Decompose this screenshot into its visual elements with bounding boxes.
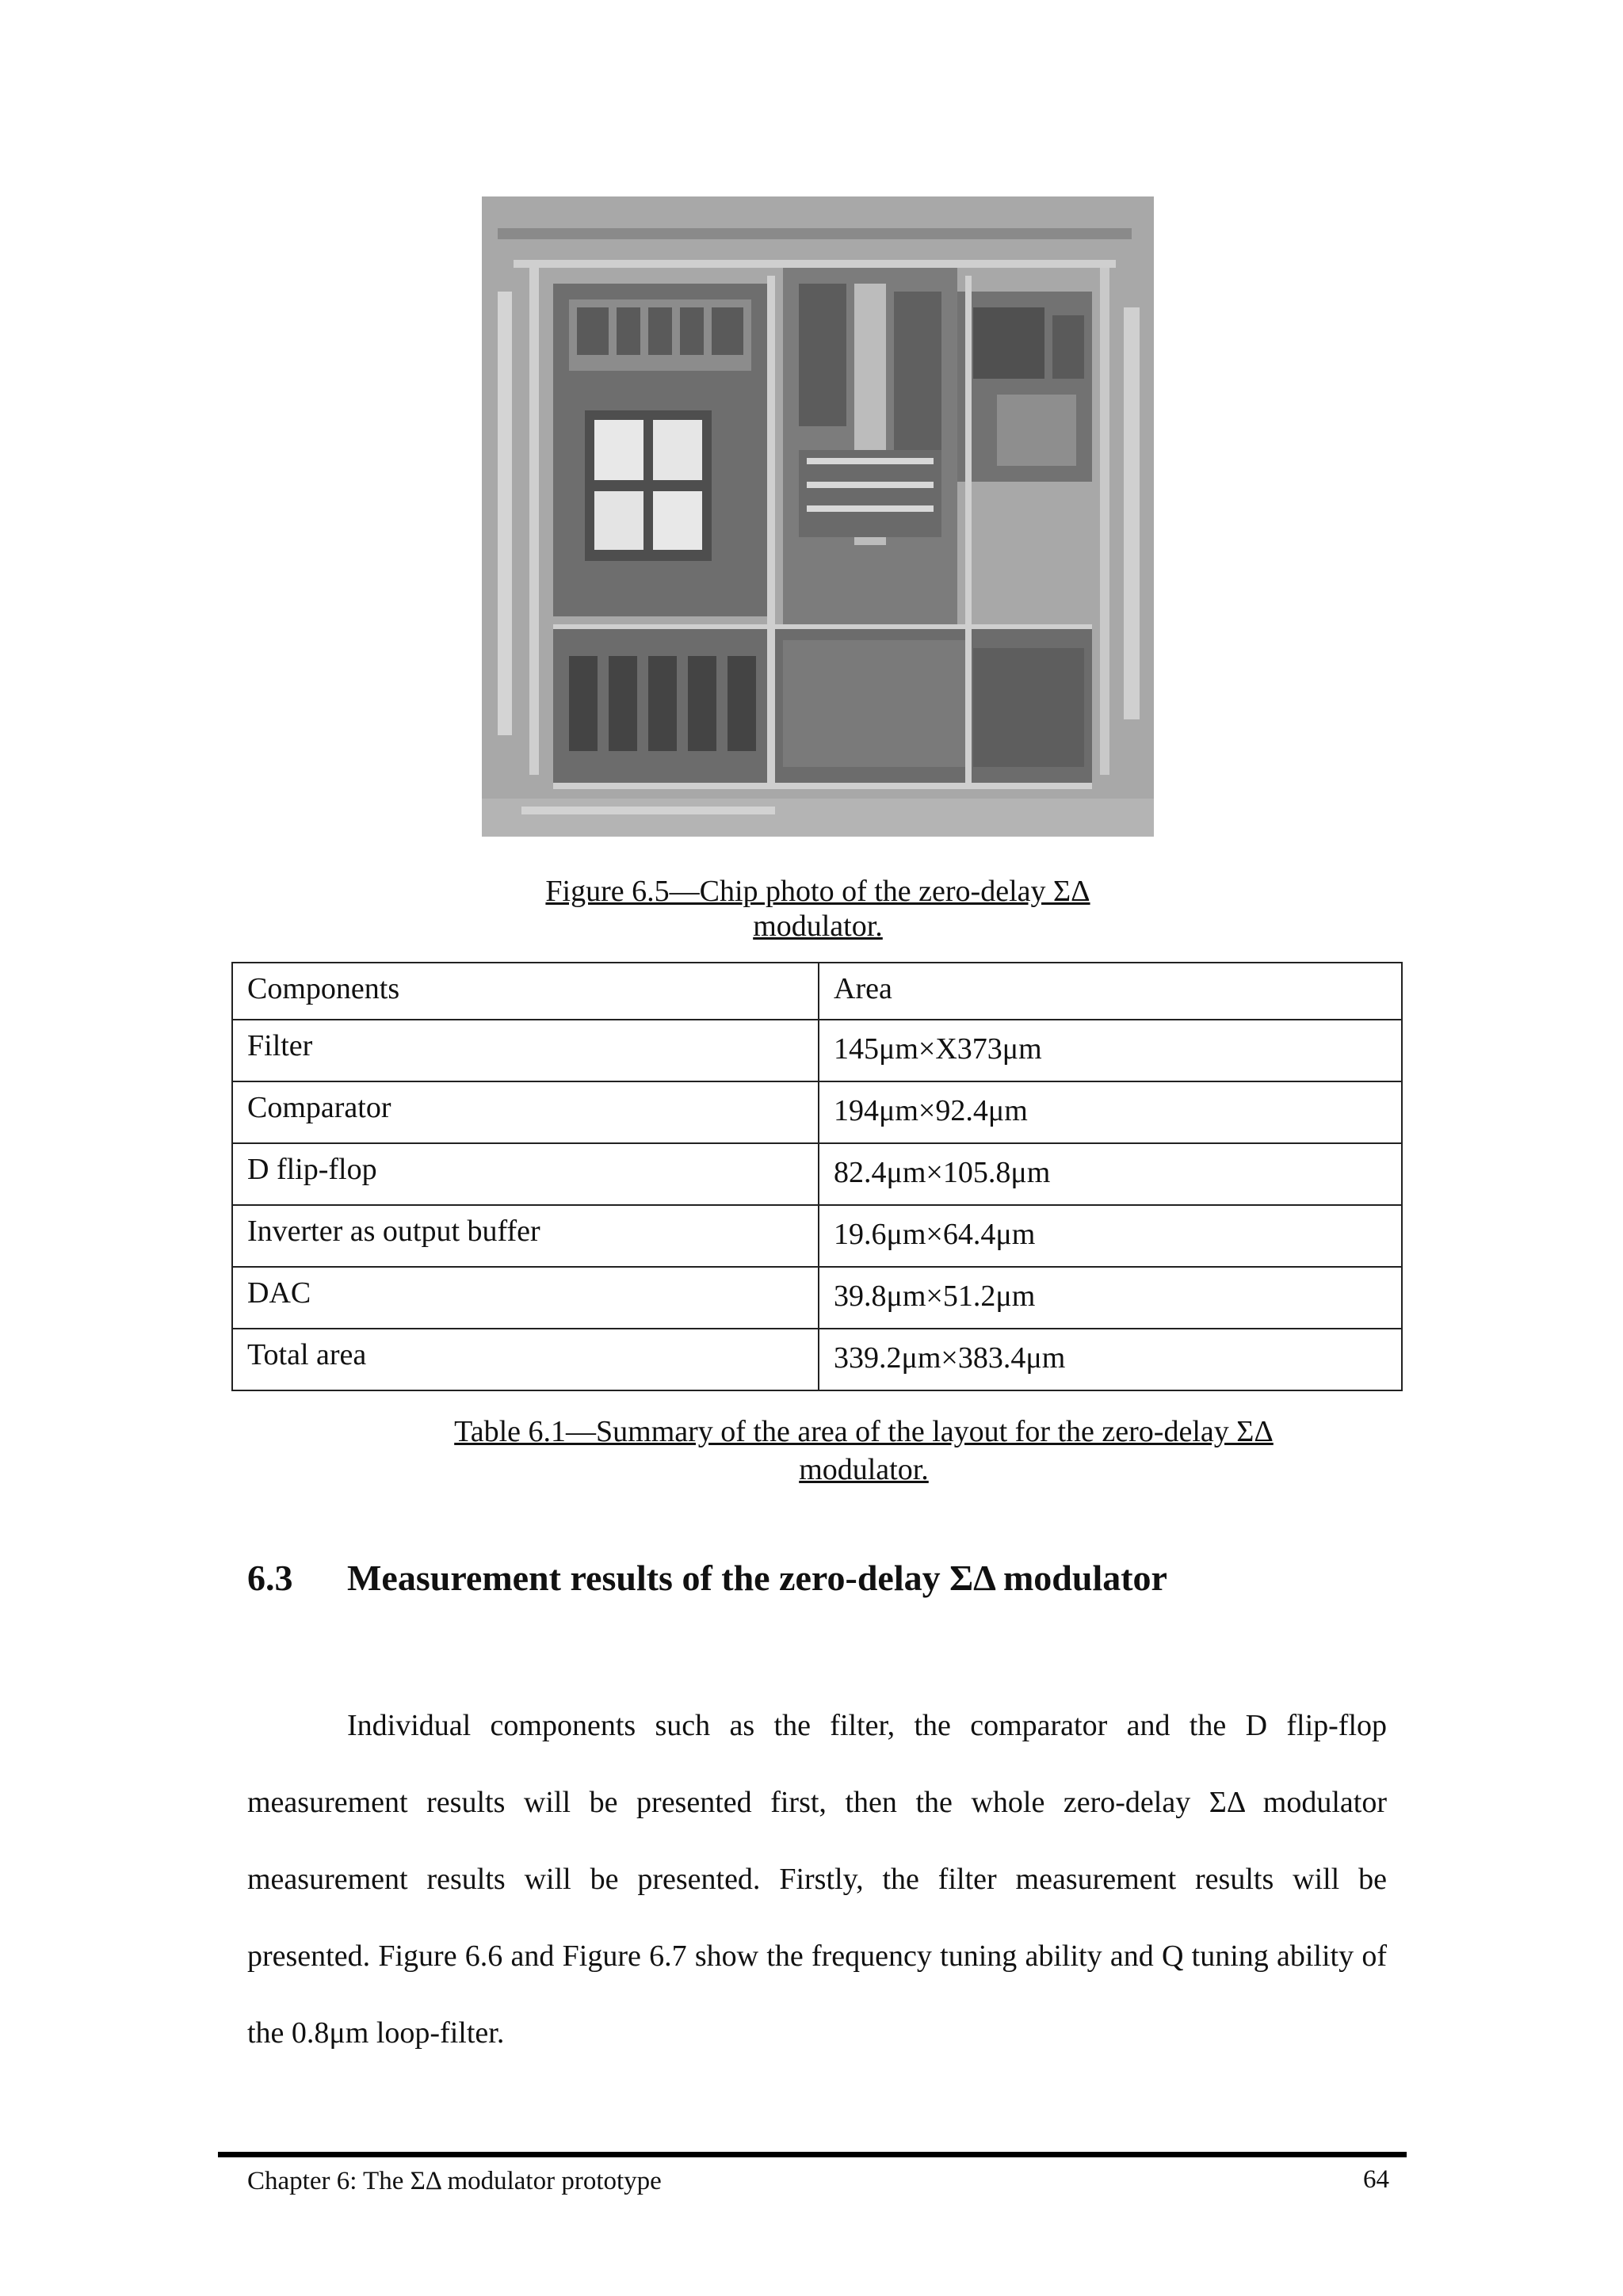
- table-row: [232, 1020, 1402, 1081]
- table-header-cell: Area: [819, 963, 1402, 1020]
- area-cell: 145μm×X373μm: [819, 1020, 1402, 1081]
- table-caption: [412, 1413, 1316, 1489]
- table-row: [232, 1205, 1402, 1267]
- table-caption-line1: Table 6.1—Summary of the area of the layout for the zero-delay ΣΔ: [454, 1415, 1274, 1448]
- component-cell: D flip-flop: [232, 1143, 819, 1205]
- area-cell: 82.4μm×105.8μm: [819, 1143, 1402, 1205]
- footer-rule: [218, 2152, 1407, 2157]
- area-cell: 194μm×92.4μm: [819, 1081, 1402, 1143]
- table-row: [232, 1329, 1402, 1390]
- component-cell: Filter: [232, 1020, 819, 1081]
- table-row: [232, 1143, 1402, 1205]
- area-cell: 19.6μm×64.4μm: [819, 1205, 1402, 1267]
- footer-chapter: Chapter 6: The ΣΔ modulator prototype: [247, 2167, 662, 2195]
- section-heading: [247, 1557, 1167, 1599]
- table-row: [232, 1081, 1402, 1143]
- component-cell: Comparator: [232, 1081, 819, 1143]
- area-cell: 39.8μm×51.2μm: [819, 1267, 1402, 1329]
- table-row: [232, 1267, 1402, 1329]
- component-cell: DAC: [232, 1267, 819, 1329]
- area-cell: 339.2μm×383.4μm: [819, 1329, 1402, 1390]
- chip-photo: [482, 196, 1154, 837]
- component-cell: Inverter as output buffer: [232, 1205, 819, 1267]
- area-table: [231, 962, 1403, 1391]
- table-header-row: [232, 963, 1402, 1020]
- page-number: 64: [1363, 2165, 1389, 2194]
- table-header-cell: Components: [232, 963, 819, 1020]
- table-caption-line2: modulator.: [799, 1453, 929, 1486]
- section-title: Measurement results of the zero-delay ΣΔ modulator: [347, 1558, 1167, 1598]
- section-number: 6.3: [247, 1558, 293, 1598]
- body-paragraph: [247, 1688, 1387, 2072]
- component-cell: Total area: [232, 1329, 819, 1390]
- paragraph-text: Individual components such as the filter, the comparator and the D flip-flop measurement results will be presented first, then the whole zero-delay ΣΔ modulator measurement results will be presented. Firstly, the filter measurement results will be presented. Figure 6.6 and Figure 6.7 show the frequency tuning ability and Q tuning ability of the 0.8μm loop-filter.: [247, 1709, 1387, 2050]
- figure-caption: Figure 6.5—Chip photo of the zero-delay ΣΔ modulator.: [545, 875, 1090, 943]
